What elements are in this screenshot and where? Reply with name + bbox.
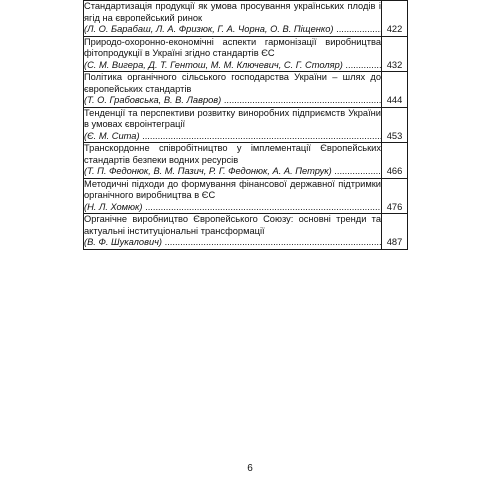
- page-number: 6: [247, 463, 253, 474]
- toc-entry-title: Органічне виробництво Європейського Союзу: основні тренди та актуальні інституціональні трансформації: [84, 214, 381, 236]
- toc-entry-cell: [84, 178, 382, 214]
- toc-entry-page: 476: [382, 178, 408, 214]
- toc-row: [84, 143, 408, 179]
- toc-entry-page: 432: [382, 36, 408, 72]
- toc-entry-authors: (Є. М. Сита) .....: [84, 131, 381, 143]
- toc-row: [84, 1, 408, 37]
- toc-entry-page: 466: [382, 143, 408, 179]
- toc-entry-page: 487: [382, 214, 408, 250]
- toc-entry-authors: (В. Ф. Шукалович) .....: [84, 237, 381, 249]
- toc-row: [84, 214, 408, 250]
- toc-entry-page: 444: [382, 72, 408, 108]
- toc-entry-authors: (Л. О. Барабаш, Л. А. Фризюк, Г. А. Чорна, О. В. Піщенко) .....: [84, 24, 381, 36]
- toc-entry-cell: [84, 107, 382, 143]
- table-of-contents: [83, 0, 408, 250]
- toc-row: [84, 36, 408, 72]
- toc-entry-authors: (С. М. Вигера, Д. Т. Гентош, М. М. Ключевич, С. Г. Столяр) .....: [84, 60, 381, 72]
- toc-entry-cell: [84, 36, 382, 72]
- toc-entry-page: 422: [382, 1, 408, 37]
- toc-entry-authors: (Т. О. Грабовська, В. В. Лавров) .....: [84, 95, 381, 107]
- toc-row: [84, 178, 408, 214]
- toc-entry-cell: [84, 1, 382, 37]
- toc-entry-cell: [84, 143, 382, 179]
- toc-entry-title: Природо-охоронно-економічні аспекти гармонізації виробництва фітопродукції в Україні згідно стандартів ЄС: [84, 36, 381, 58]
- toc-row: [84, 72, 408, 108]
- toc-entry-authors: (Т. П. Федонюк, В. М. Пазич, Р. Г. Федонюк, А. А. Петрук) .....: [84, 166, 381, 178]
- toc-entry-title: Політика органічного сільського господарства України – шлях до європейських стандартів: [84, 72, 381, 94]
- toc-entry-title: Тенденції та перспективи розвитку виноробних підприємств України в умовах євроінтеграції: [84, 107, 381, 129]
- toc-entry-cell: [84, 214, 382, 250]
- toc-entry-page: 453: [382, 107, 408, 143]
- toc-row: [84, 107, 408, 143]
- toc-entry-title: Транскордонне співробітництво у імплементації Європейських стандартів безпеки водних ресурсів: [84, 143, 381, 165]
- toc-entry-cell: [84, 72, 382, 108]
- toc-entry-title: Стандартизація продукції як умова просування українських плодів і ягід на європейський ринок: [84, 1, 381, 23]
- toc-entry-authors: (Н. Л. Хомюк) .....: [84, 202, 381, 214]
- toc-entry-title: Методичні підходи до формування фінансової державної підтримки органічного виробництва в ЄС: [84, 178, 381, 200]
